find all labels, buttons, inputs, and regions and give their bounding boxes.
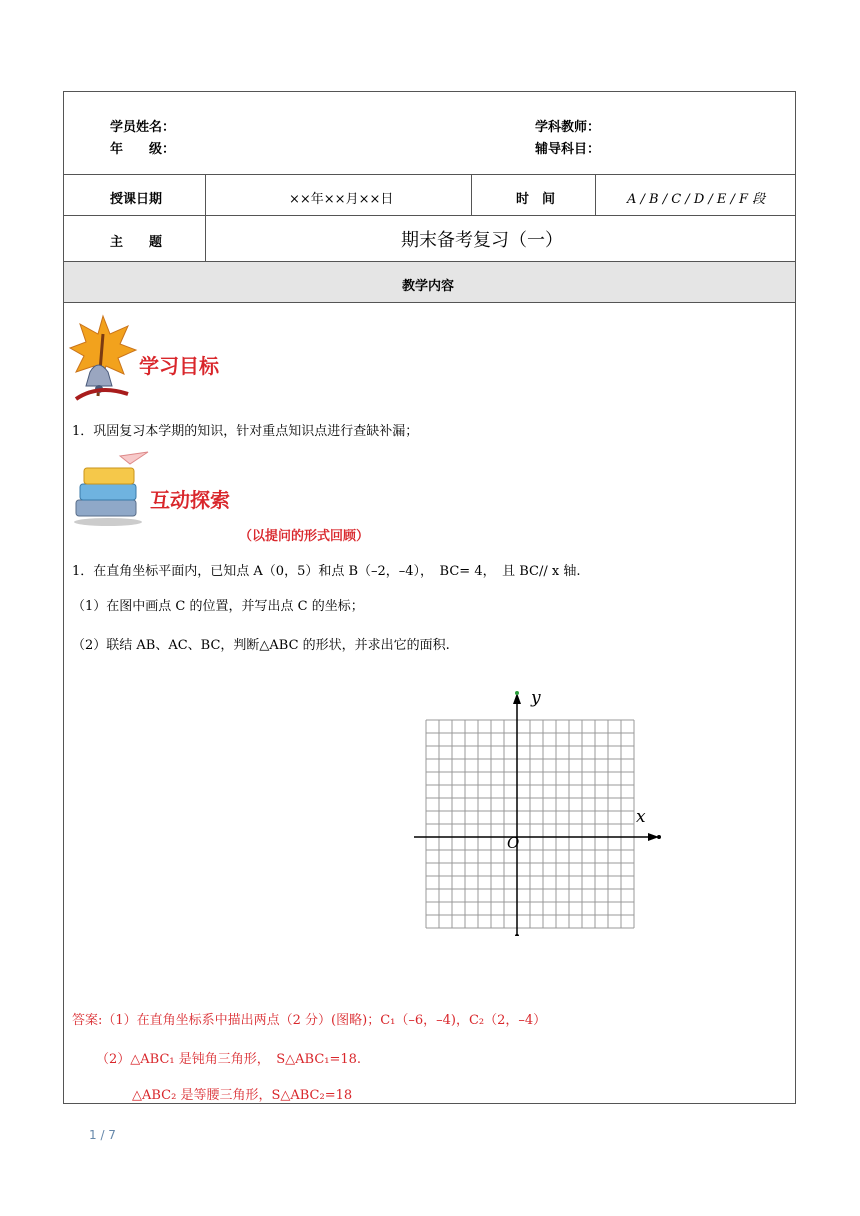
grade-label: 年 级：	[110, 142, 176, 157]
answer-line-2: （2）△ABC₁ 是钝角三角形， S△ABC₁=18.	[96, 1052, 362, 1067]
axis-end-point	[515, 691, 519, 695]
date-label: 授课日期	[110, 192, 163, 207]
axis-end-point	[515, 934, 519, 936]
goal-badge: 学习目标	[139, 354, 219, 378]
goal-item: 1．巩固复习本学期的知识，针对重点知识点进行查缺补漏；	[72, 424, 419, 439]
answer-line-3: △ABC₂ 是等腰三角形，S△ABC₂=18	[132, 1088, 353, 1103]
subject-label: 辅导科目：	[535, 142, 601, 157]
axis-end-point	[657, 835, 661, 839]
question-part-2: （2）联结 AB、AC、BC，判断△ABC 的形状，并求出它的面积.	[72, 638, 450, 653]
time-value: A / B / C / D / E / F 段	[627, 192, 766, 207]
books-icon	[70, 448, 150, 528]
time-label: 时 间	[516, 192, 556, 207]
explore-badge: 互动探索	[150, 488, 230, 512]
coordinate-grid	[414, 690, 664, 936]
divider	[205, 174, 206, 261]
student-name-label: 学员姓名：	[110, 120, 176, 135]
answer-line-1: 答案:（1）在直角坐标系中描出两点（2 分）(图略)；C₁（–6，–4)，C₂（2，–4）	[72, 1013, 547, 1028]
teacher-label: 学科教师：	[535, 120, 601, 135]
question-part-1: （1）在图中画点 C 的位置，并写出点 C 的坐标；	[72, 599, 364, 614]
divider	[595, 174, 596, 215]
maple-bell-icon	[68, 314, 138, 404]
date-value: ××年××月××日	[289, 192, 394, 207]
topic-label: 主 题	[110, 235, 163, 250]
content-label: 教学内容	[402, 279, 455, 294]
divider	[64, 302, 795, 303]
divider	[471, 174, 472, 215]
divider	[64, 215, 795, 216]
question-stem: 1．在直角坐标平面内，已知点 A（0，5）和点 B（–2，–4）， BC= 4， 且 BC// x 轴.	[72, 564, 581, 579]
explore-subtitle: （以提问的形式回顾）	[239, 529, 370, 544]
page-number: 1 / 7	[89, 1128, 116, 1142]
lesson-sheet	[63, 91, 796, 1104]
x-axis-label: x	[636, 807, 646, 827]
origin-label: O	[507, 834, 520, 852]
divider	[64, 174, 795, 175]
y-axis-label: y	[531, 688, 541, 708]
topic-value: 期末备考复习（一）	[401, 230, 563, 251]
